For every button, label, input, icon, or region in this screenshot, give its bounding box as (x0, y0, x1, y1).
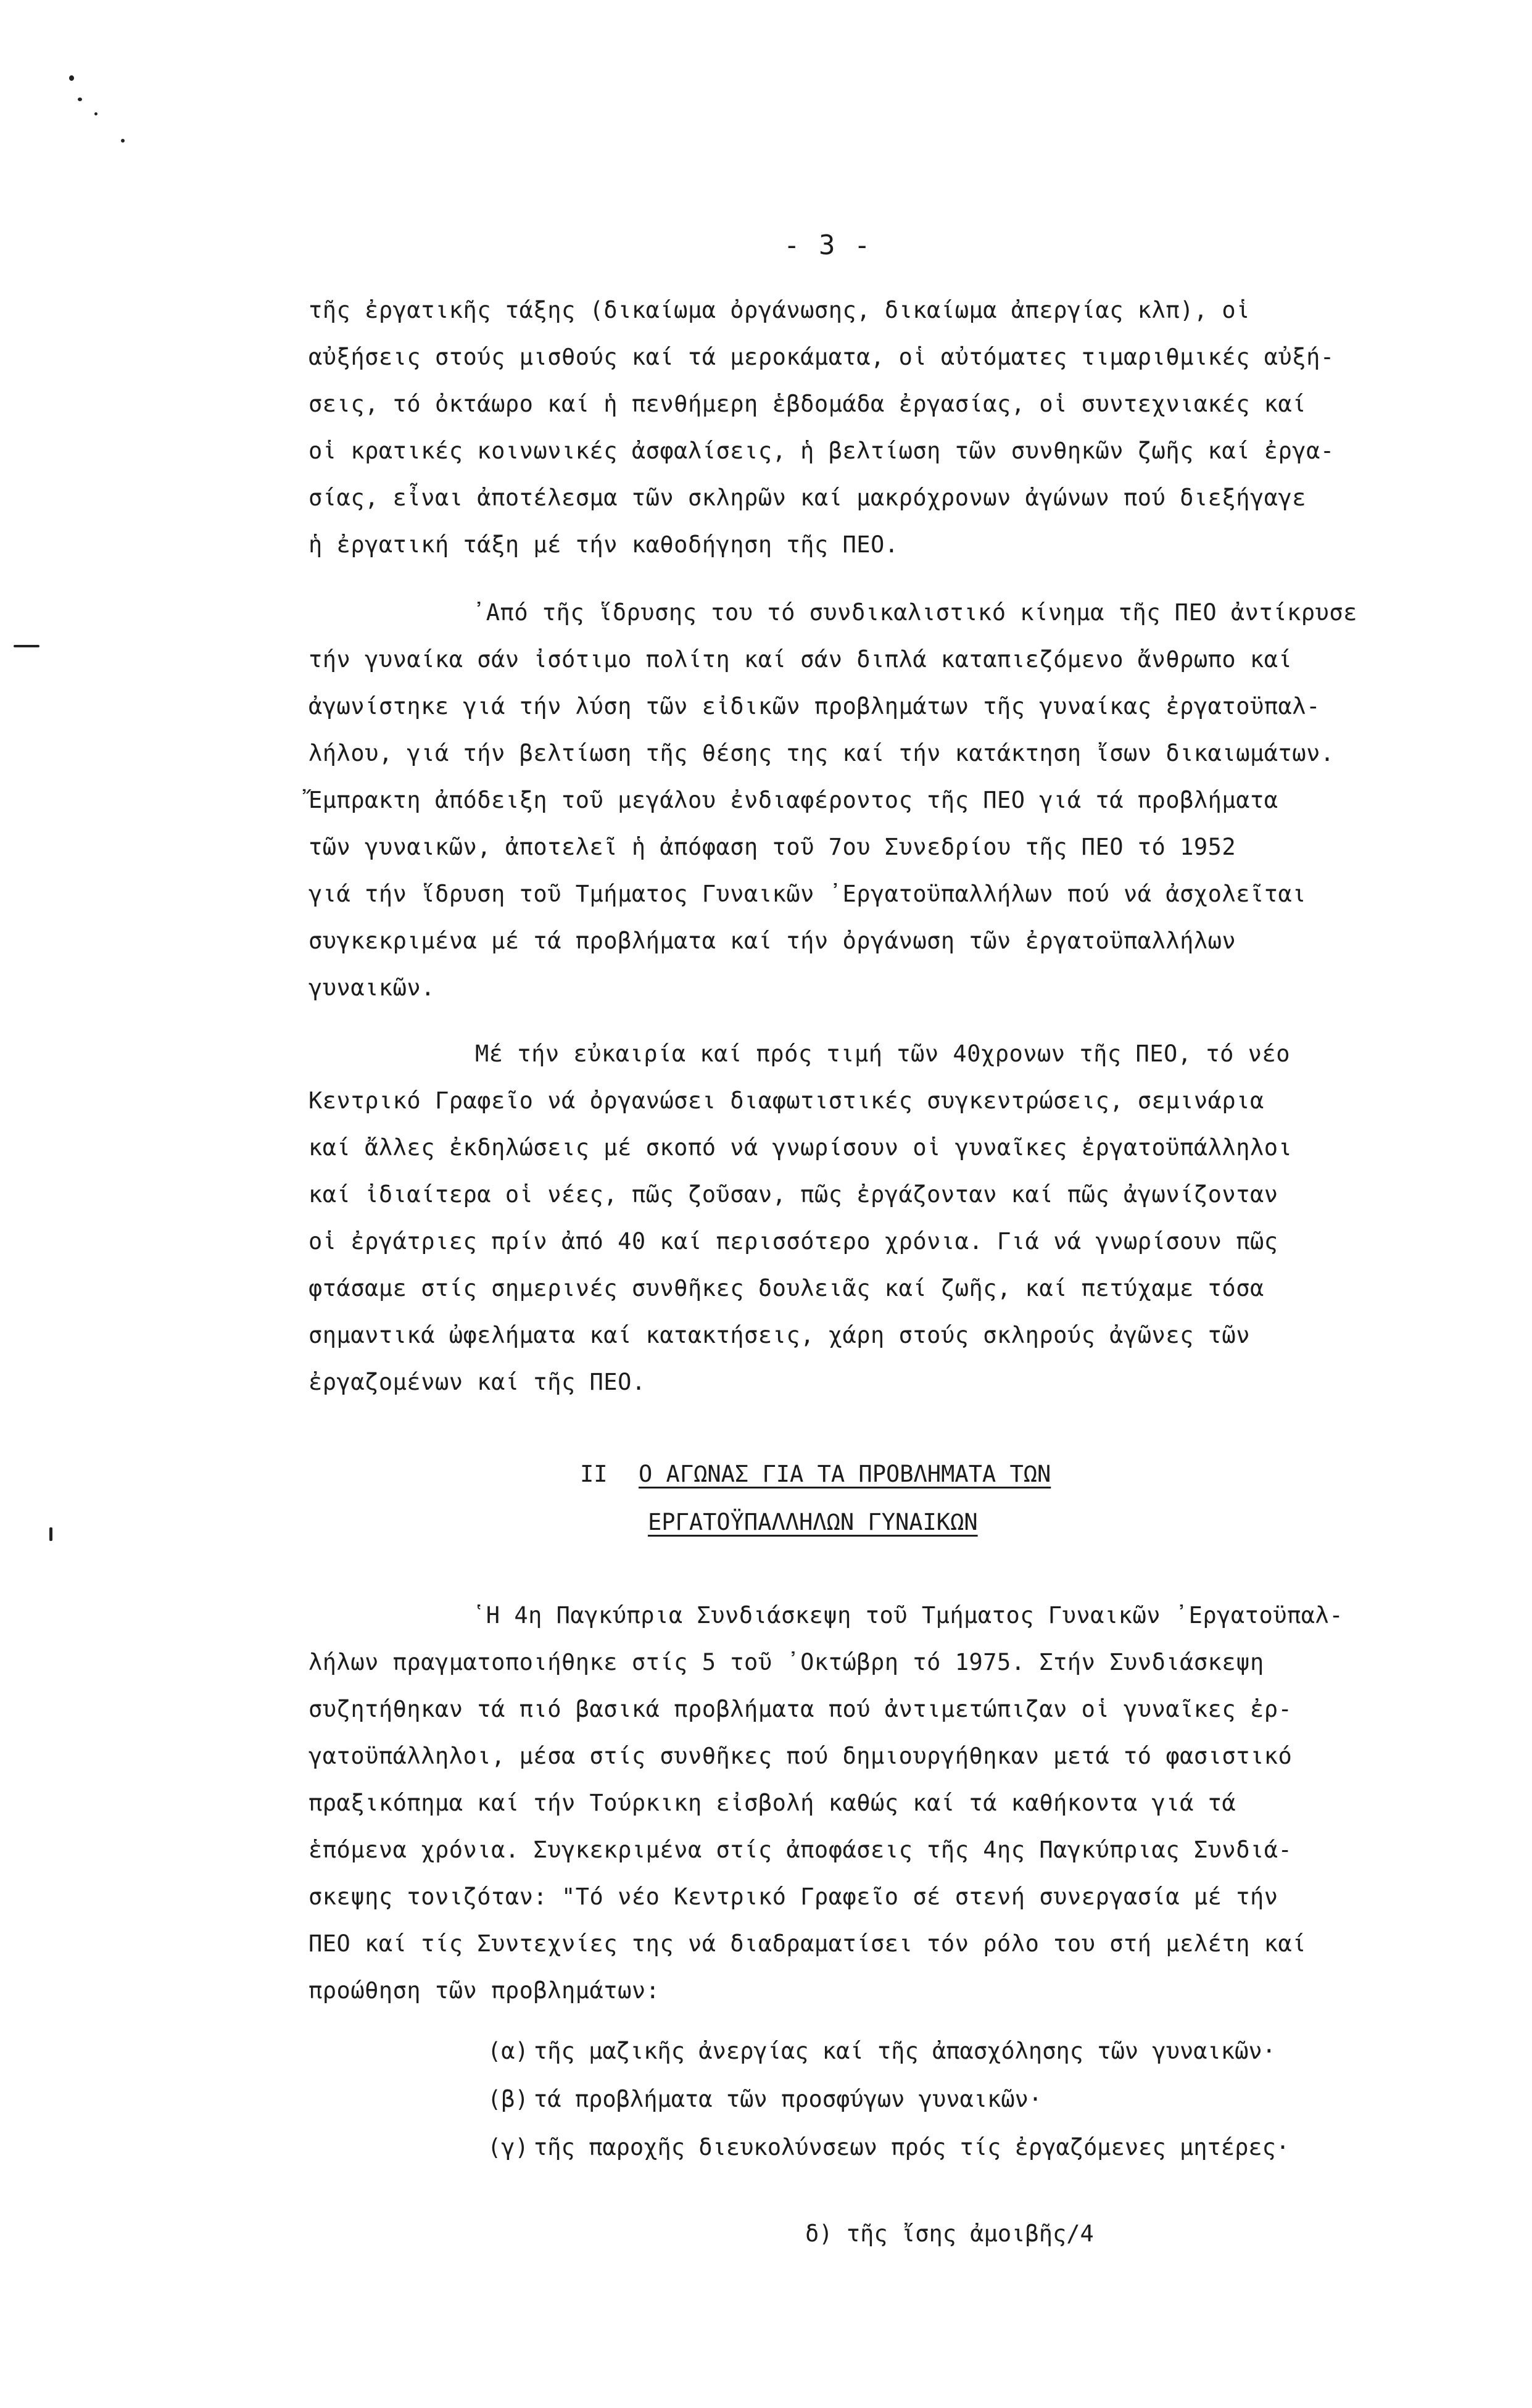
text-line: ᾽Από τῆς ἵδρυσης του τό συνδικαλιστικό κίνημα τῆς ΠΕΟ ἀντίκρυσε (472, 599, 1357, 626)
text-line: οἱ ἐργάτριες πρίν ἀπό 40 καί περισσότερο χρόνια. Γιά νά γνωρίσουν πῶς (308, 1228, 1278, 1255)
text-line: τήν γυναίκα σάν ἰσότιμο πολίτη καί σάν διπλά καταπιεζόμενο ἄνθρωπο καί (308, 646, 1293, 673)
text-line: γιά τήν ἵδρυση τοῦ Τμήματος Γυναικῶν ᾽Εργατοϋπαλλήλων πού νά ἀσχολεῖται (308, 881, 1307, 907)
text-line: οἱ κρατικές κοινωνικές ἀσφαλίσεις, ἡ βελτίωση τῶν συνθηκῶν ζωῆς καί ἐργα- (308, 438, 1335, 464)
section-title-part-2: ΕΡΓΑΤΟΫΠΑΛΛΗΛΩΝ ΓΥΝΑΙΚΩΝ (648, 1509, 978, 1535)
text-line: πραξικόπημα καί τήν Τούρκικη εἰσβολή καθώς καί τά καθήκοντα γιά τά (308, 1790, 1236, 1816)
list-marker: (γ) (487, 2134, 529, 2161)
section-number: ΙΙ (580, 1461, 608, 1487)
scan-speck (78, 98, 82, 101)
list-item (487, 2075, 1290, 2124)
text-line: γυναικῶν. (308, 974, 435, 1001)
text-line: ἀγωνίστηκε γιά τήν λύση τῶν εἰδικῶν προβλημάτων τῆς γυναίκας ἐργατοϋπαλ- (308, 693, 1320, 720)
text-line: σίας, εἶναι ἀποτέλεσμα τῶν σκληρῶν καί μακρόχρονων ἀγώνων πού διεξήγαγε (308, 484, 1307, 511)
scan-speck (69, 75, 74, 81)
text-line: ῾Η 4η Παγκύπρια Συνδιάσκεψη τοῦ Τμήματος Γυναικῶν ᾽Εργατοϋπαλ- (472, 1602, 1344, 1629)
text-line: σημαντικά ὠφελήματα καί κατακτήσεις, χάρη στούς σκληρούς ἀγῶνες τῶν (308, 1322, 1250, 1348)
text-line: φτάσαμε στίς σημερινές συνθῆκες δουλειᾶς καί ζωῆς, καί πετύχαμε τόσα (308, 1275, 1264, 1302)
text-line: ΠΕΟ καί τίς Συντεχνίες της νά διαδραματίσει τόν ρόλο του στή μελέτη καί (308, 1930, 1307, 1957)
scan-speck (121, 139, 125, 143)
text-line: σκεψης τονιζόταν: "Τό νέο Κεντρικό Γραφεῖο σέ στενή συνεργασία μέ τήν (308, 1883, 1278, 1910)
section-title-part-1: Ο ΑΓΩΝΑΣ ΓΙΑ ΤΑ ΠΡΟΒΛΗΜΑΤΑ ΤΩΝ (639, 1461, 1051, 1487)
text-line: λήλου, γιά τήν βελτίωση τῆς θέσης της καί τήν κατάκτηση ἴσων δικαιωμάτων. (308, 740, 1335, 766)
text-line: συγκεκριμένα μέ τά προβλήματα καί τήν ὀργάνωση τῶν ἐργατοϋπαλλήλων (308, 928, 1236, 954)
list-item-text: τῆς παροχῆς διευκολύνσεων πρός τίς ἐργαζόμενες μητέρες· (534, 2134, 1290, 2161)
text-line: τῆς ἐργατικῆς τάξης (δικαίωμα ὀργάνωσης, δικαίωμα ἀπεργίας κλπ), οἱ (308, 297, 1250, 323)
section-heading-line-1 (580, 1450, 1051, 1498)
list-item (487, 2124, 1290, 2172)
continuation-catchword: δ) τῆς ἴσης ἀμοιβῆς/4 (805, 2220, 1094, 2247)
list-marker: (α) (487, 2038, 529, 2064)
text-line: τῶν γυναικῶν, ἀποτελεῖ ἡ ἀπόφαση τοῦ 7ου Συνεδρίου τῆς ΠΕΟ τό 1952 (308, 834, 1236, 860)
scan-speck (49, 1527, 52, 1541)
text-line: αὐξήσεις στούς μισθούς καί τά μεροκάματα, οἱ αὐτόματες τιμαριθμικές αὐξή- (308, 344, 1335, 370)
text-line: συζητήθηκαν τά πιό βασικά προβλήματα πού ἀντιμετώπιζαν οἱ γυναῖκες ἐρ- (308, 1696, 1293, 1722)
text-line: λήλων πραγματοποιήθηκε στίς 5 τοῦ ᾽Οκτώβρη τό 1975. Στήν Συνδιάσκεψη (308, 1649, 1264, 1675)
list-item-text: τῆς μαζικῆς ἀνεργίας καί τῆς ἀπασχόλησης τῶν γυναικῶν· (534, 2038, 1276, 2064)
text-line: Μέ τήν εὐκαιρία καί πρός τιμή τῶν 40χρονων τῆς ΠΕΟ, τό νέο (475, 1040, 1291, 1067)
paragraph-peo-foundation (308, 589, 1456, 1011)
text-line: Κεντρικό Γραφεῖο νά ὀργανώσει διαφωτιστικές συγκεντρώσεις, σεμινάρια (308, 1087, 1264, 1114)
text-line: ἐργαζομένων καί τῆς ΠΕΟ. (308, 1369, 646, 1395)
text-line: καί ἄλλες ἐκδηλώσεις μέ σκοπό νά γνωρίσουν οἱ γυναῖκες ἐργατοϋπάλληλοι (308, 1134, 1293, 1161)
text-line: ἑπόμενα χρόνια. Συγκεκριμένα στίς ἀποφάσεις τῆς 4ης Παγκύπριας Συνδιά- (308, 1837, 1293, 1863)
section-heading (580, 1450, 1051, 1547)
list-item-text: τά προβλήματα τῶν προσφύγων γυναικῶν· (534, 2086, 1043, 2112)
text-line: γατοϋπάλληλοι, μέσα στίς συνθῆκες πού δημιουργήθηκαν μετά τό φασιστικό (308, 1743, 1293, 1769)
text-line: καί ἰδιαίτερα οἱ νέες, πῶς ζοῦσαν, πῶς ἐργάζονταν καί πῶς ἀγωνίζονταν (308, 1181, 1278, 1208)
page-number: - 3 - (784, 230, 872, 261)
text-line: Ἔμπρακτη ἀπόδειξη τοῦ μεγάλου ἐνδιαφέροντος τῆς ΠΕΟ γιά τά προβλήματα (308, 787, 1278, 813)
paragraph-40-years (308, 1031, 1456, 1406)
text-line: προώθηση τῶν προβλημάτων: (308, 1977, 660, 2004)
list-marker: (β) (487, 2086, 529, 2112)
scan-speck (94, 112, 97, 115)
problems-list (487, 2027, 1290, 2172)
text-line: ἡ ἐργατική τάξη μέ τήν καθοδήγηση τῆς ΠΕΟ. (308, 531, 899, 558)
paragraph-conference (308, 1592, 1456, 2014)
list-item (487, 2027, 1290, 2075)
text-line: σεις, τό ὀκτάωρο καί ἡ πενθήμερη ἑβδομάδα ἐργασίας, οἱ συντεχνιακές καί (308, 391, 1307, 417)
scan-speck (14, 645, 39, 647)
paragraph-intro-continuation (308, 287, 1456, 568)
section-heading-line-2 (580, 1498, 1051, 1547)
